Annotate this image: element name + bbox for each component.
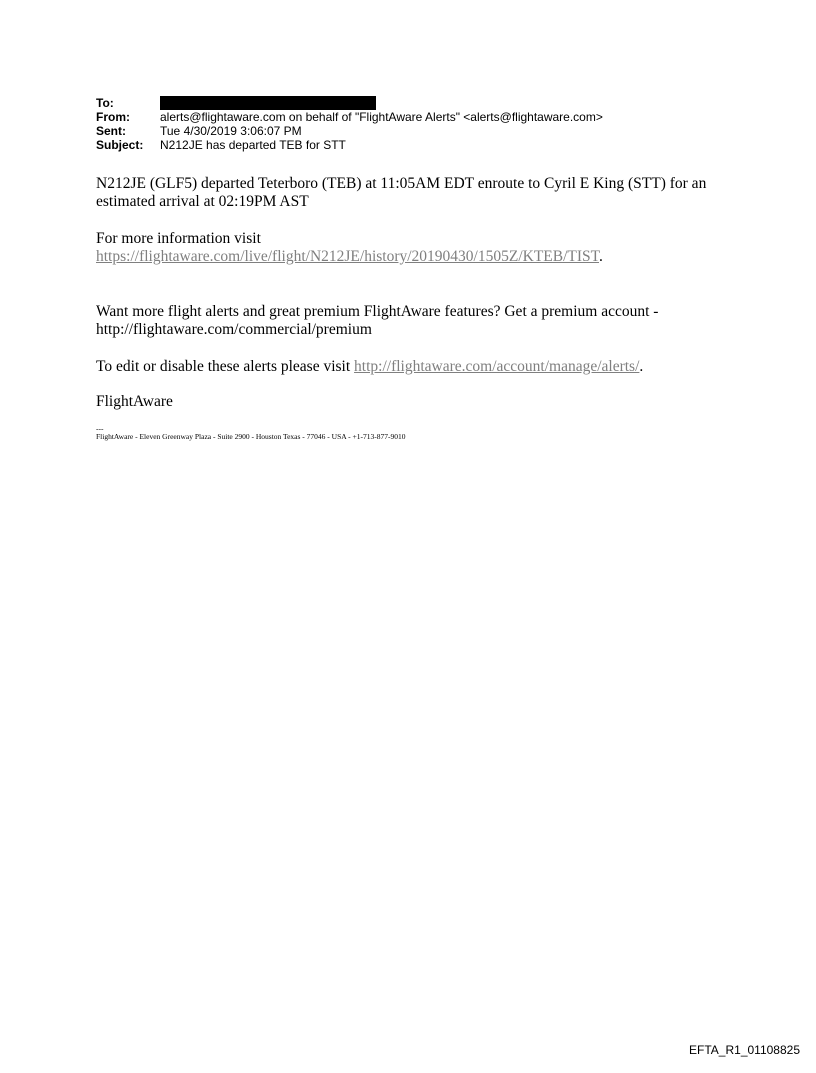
sent-value: Tue 4/30/2019 3:06:07 PM [160, 124, 302, 138]
flight-message: N212JE (GLF5) departed Teterboro (TEB) at 11:05AM EDT enroute to Cyril E King (STT) for an estimated arrival at 02:19PM AST [96, 175, 707, 210]
subject-label: Subject: [96, 138, 144, 152]
footer-address: FlightAware - Eleven Greenway Plaza - Suite 2900 - Houston Texas - 77046 - USA - +1-713-877-9010 [96, 432, 406, 441]
redaction-bar [160, 96, 376, 110]
from-label: From: [96, 110, 130, 124]
flight-history-link[interactable]: https://flightaware.com/live/flight/N212JE/history/20190430/1505Z/KTEB/TIST [96, 248, 599, 265]
document-id: EFTA_R1_01108825 [689, 1043, 800, 1057]
signature: FlightAware [96, 393, 173, 410]
sent-row [96, 124, 603, 138]
sent-label: Sent: [96, 124, 126, 138]
subject-value: N212JE has departed TEB for STT [160, 138, 346, 152]
subject-row [96, 138, 603, 152]
edit-text: To edit or disable these alerts please visit [96, 358, 351, 375]
premium-paragraph: Want more flight alerts and great premium FlightAware features? Get a premium account - http://flightaware.com/commercial/premium [96, 303, 659, 338]
info-intro: For more information visit [96, 230, 261, 247]
from-row [96, 110, 603, 124]
info-paragraph: For more information visit https://flightaware.com/live/flight/N212JE/history/20190430/1505Z/KTEB/TIST. [96, 230, 603, 265]
manage-alerts-link[interactable]: http://flightaware.com/account/manage/alerts/ [354, 358, 640, 375]
to-label: To: [96, 96, 114, 110]
email-header [96, 96, 603, 152]
to-row [96, 96, 603, 110]
edit-alerts-paragraph: To edit or disable these alerts please visit http://flightaware.com/account/manage/alerts/. [96, 358, 644, 375]
email-footer [96, 425, 406, 441]
footer-separator: --- [96, 424, 104, 433]
from-value: alerts@flightaware.com on behalf of "FlightAware Alerts" <alerts@flightaware.com> [160, 110, 603, 124]
email-body [96, 175, 746, 411]
